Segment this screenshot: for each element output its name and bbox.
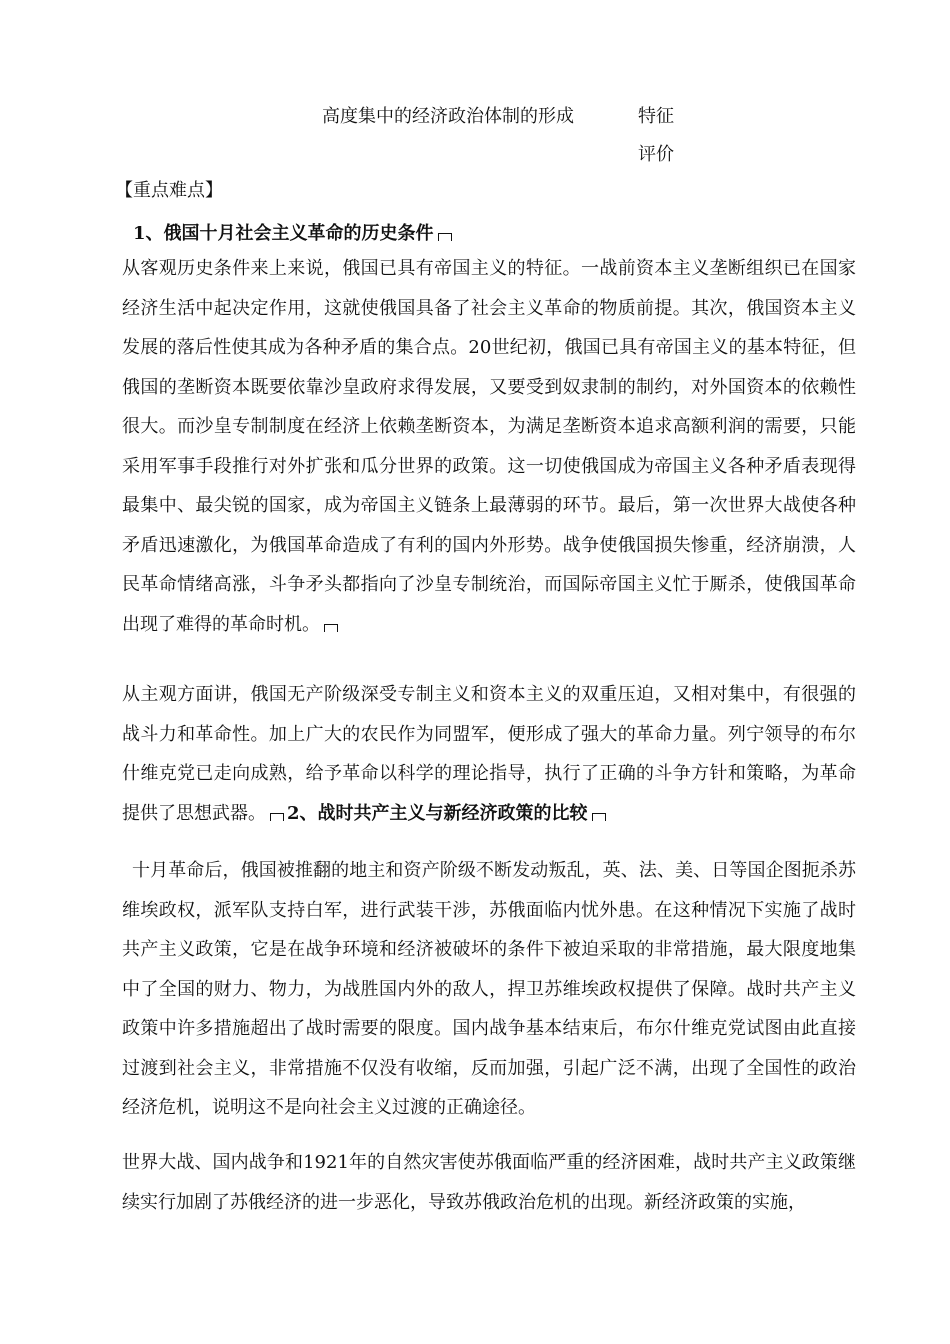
paragraph-war-communism: [122, 851, 856, 1128]
paragraph-new-economic-policy-text: 世界大战、国内战争和1921年的自然灾害使苏俄面临严重的经济困难，战时共产主义政策继续实行加剧了苏俄经济的进一步恶化，导致苏俄政治危机的出现。新经济政策的实施，: [122, 1152, 856, 1213]
bookmark-mark-icon: [324, 624, 338, 632]
section-heading-1: [133, 219, 455, 245]
paragraph-objective-conditions-text: 从客观历史条件来上来说，俄国已具有帝国主义的特征。一战前资本主义垄断组织已在国家经济生活中起决定作用，这就使俄国具备了社会主义革命的物质前提。其次，俄国资本主义发展的落后性使其成为各种矛盾的集合点。20世纪初，俄国已具有帝国主义的基本特征，但俄国的垄断资本既要依靠沙皇政府求得发展，又要受到奴隶制的制约，对外国资本的依赖性很大。而沙皇专制制度在经济上依赖垄断资本，为满足垄断资本追求高额利润的需要，只能采用军事手段推行对外扩张和瓜分世界的政策。这一切使俄国成为帝国主义各种矛盾表现得最集中、最尖锐的国家，成为帝国主义链条上最薄弱的环节。最后，第一次世界大战使各种矛盾迅速激化，为俄国革命造成了有利的国内外形势。战争使俄国损失惨重，经济崩溃，人民革命情绪高涨，斗争矛头都指向了沙皇专制统治，而国际帝国主义忙于厮杀，使俄国革命出现了难得的革命时机。: [122, 258, 856, 635]
bookmark-mark-icon: [438, 233, 452, 241]
paragraph-new-economic-policy: [122, 1143, 856, 1222]
header-side-label-features: 特征: [638, 106, 674, 127]
section-heading-1-text: 1、俄国十月社会主义革命的历史条件: [133, 223, 434, 244]
paragraph-war-communism-text: 十月革命后，俄国被推翻的地主和资产阶级不断发动叛乱，英、法、美、日等国企图扼杀苏 维埃政权，派军队支持白军，进行武装干涉，苏俄面临内忧外患。在这种情况下实施了战时 共产主义政策，它是在战争环境和经济被破坏的条件下被迫采取的非常措施，最大限度地集 中了全国的财力、物力，为战胜国内外的敌人，捍卫苏维埃政权提供了保障。战时共产主义 政策中许多措施超出了战时需要的限度。国内战争基本结束后，布尔什维克党试图由此直接 过渡到社会主义，非常措施不仅没有收缩，反而加强，引起广泛不满，出现了全国性的政治 经济危机，说明这不是向社会主义过渡的正确途径。: [122, 860, 856, 1118]
paragraph-subjective-conditions-text: 从主观方面讲，俄国无产阶级深受专制主义和资本主义的双重压迫，又相对集中，有很强的战斗力和革命性。加上广大的农民作为同盟军，便形成了强大的革命力量。列宁领导的布尔什维克党已走向成熟，给予革命以科学的理论指导，执行了正确的斗争方针和策略，为革命提供了思想武器。: [122, 684, 856, 824]
bookmark-mark-icon: [270, 813, 284, 821]
section-label: 【重点难点】: [115, 180, 223, 201]
paragraph-objective-conditions: [122, 249, 856, 644]
header-side-label-evaluation: 评价: [638, 144, 674, 165]
bookmark-mark-icon: [592, 813, 606, 821]
document-title: 高度集中的经济政治体制的形成: [322, 106, 574, 127]
section-heading-2: 2、战时共产主义与新经济政策的比较: [287, 802, 588, 824]
paragraph-subjective-conditions: [122, 675, 856, 833]
